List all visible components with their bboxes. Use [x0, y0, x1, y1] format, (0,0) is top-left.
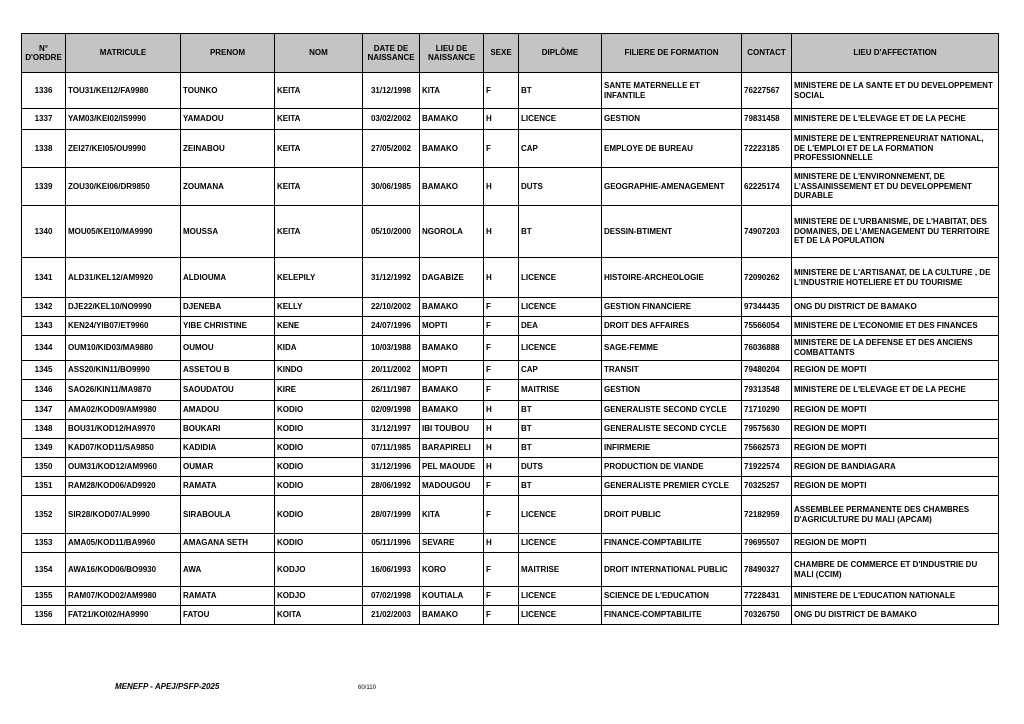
cell-affectation: REGION DE MOPTI: [792, 401, 999, 420]
cell-matricule: AMA02/KOD09/AM9980: [66, 401, 181, 420]
cell-diplome: DUTS: [519, 168, 602, 206]
page-number: 60/110: [358, 685, 376, 691]
cell-affectation: REGION DE MOPTI: [792, 439, 999, 458]
cell-diplome: MAITRISE: [519, 380, 602, 401]
cell-nom: KELEPILY: [275, 258, 363, 298]
cell-nom: KEITA: [275, 109, 363, 130]
cell-nom: KEITA: [275, 73, 363, 109]
header-sexe: SEXE: [484, 34, 519, 73]
cell-prenom: OUMAR: [181, 458, 275, 477]
cell-affectation: REGION DE MOPTI: [792, 534, 999, 553]
cell-ordre: 1349: [22, 439, 66, 458]
cell-lieu-naissance: KITA: [420, 73, 484, 109]
cell-diplome: LICENCE: [519, 496, 602, 534]
cell-matricule: SAO26/KIN11/MA9870: [66, 380, 181, 401]
cell-contact: 76227567: [742, 73, 792, 109]
cell-matricule: FAT21/KOI02/HA9990: [66, 606, 181, 625]
header-date-naissance: DATE DE NAISSANCE: [363, 34, 420, 73]
cell-affectation: MINISTERE DE L'ELEVAGE ET DE LA PECHE: [792, 109, 999, 130]
cell-filiere: GENERALISTE SECOND CYCLE: [602, 401, 742, 420]
cell-matricule: AMA05/KOD11/BA9960: [66, 534, 181, 553]
cell-ordre: 1339: [22, 168, 66, 206]
cell-affectation: ASSEMBLEE PERMANENTE DES CHAMBRES D'AGRICULTURE DU MALI (APCAM): [792, 496, 999, 534]
cell-date-naissance: 07/02/1998: [363, 587, 420, 606]
cell-ordre: 1351: [22, 477, 66, 496]
cell-nom: KENE: [275, 317, 363, 336]
cell-sexe: F: [484, 298, 519, 317]
cell-diplome: CAP: [519, 361, 602, 380]
cell-lieu-naissance: KITA: [420, 496, 484, 534]
cell-nom: KEITA: [275, 168, 363, 206]
cell-lieu-naissance: BAMAKO: [420, 401, 484, 420]
cell-date-naissance: 28/07/1999: [363, 496, 420, 534]
cell-contact: 75566054: [742, 317, 792, 336]
cell-contact: 97344435: [742, 298, 792, 317]
cell-ordre: 1352: [22, 496, 66, 534]
table-row: [22, 298, 999, 317]
cell-filiere: GEOGRAPHIE-AMENAGEMENT: [602, 168, 742, 206]
footer-reference: MENEFP - APEJ/PSFP-2025: [115, 682, 220, 691]
cell-date-naissance: 26/11/1987: [363, 380, 420, 401]
cell-lieu-naissance: SEVARE: [420, 534, 484, 553]
cell-sexe: H: [484, 439, 519, 458]
cell-lieu-naissance: KOUTIALA: [420, 587, 484, 606]
cell-date-naissance: 28/06/1992: [363, 477, 420, 496]
cell-contact: 78490327: [742, 553, 792, 587]
cell-prenom: RAMATA: [181, 477, 275, 496]
cell-affectation: REGION DE MOPTI: [792, 477, 999, 496]
cell-ordre: 1345: [22, 361, 66, 380]
cell-lieu-naissance: MOPTI: [420, 361, 484, 380]
header-affectation: LIEU D'AFFECTATION: [792, 34, 999, 73]
cell-lieu-naissance: BAMAKO: [420, 380, 484, 401]
table-row: [22, 130, 999, 168]
cell-affectation: MINISTERE DE LA SANTE ET DU DEVELOPPEMENT SOCIAL: [792, 73, 999, 109]
cell-affectation: REGION DE MOPTI: [792, 361, 999, 380]
table-row: [22, 401, 999, 420]
cell-nom: KIDA: [275, 336, 363, 361]
table-row: [22, 496, 999, 534]
cell-matricule: BOU31/KOD12/HA9970: [66, 420, 181, 439]
affectation-table: [21, 33, 999, 625]
cell-diplome: LICENCE: [519, 109, 602, 130]
cell-affectation: MINISTERE DE L'EDUCATION NATIONALE: [792, 587, 999, 606]
cell-contact: 79480204: [742, 361, 792, 380]
cell-contact: 75662573: [742, 439, 792, 458]
header-matricule: MATRICULE: [66, 34, 181, 73]
cell-prenom: OUMOU: [181, 336, 275, 361]
cell-affectation: MINISTERE DE L'ENVIRONNEMENT, DE L'ASSAINISSEMENT ET DU DEVELOPPEMENT DURABLE: [792, 168, 999, 206]
cell-prenom: DJENEBA: [181, 298, 275, 317]
cell-nom: KIRE: [275, 380, 363, 401]
cell-ordre: 1341: [22, 258, 66, 298]
cell-ordre: 1337: [22, 109, 66, 130]
cell-ordre: 1353: [22, 534, 66, 553]
cell-sexe: F: [484, 73, 519, 109]
cell-nom: KODJO: [275, 587, 363, 606]
cell-prenom: ZOUMANA: [181, 168, 275, 206]
cell-matricule: RAM07/KOD02/AM9980: [66, 587, 181, 606]
cell-filiere: GENERALISTE PREMIER CYCLE: [602, 477, 742, 496]
cell-matricule: ALD31/KEL12/AM9920: [66, 258, 181, 298]
cell-nom: KEITA: [275, 130, 363, 168]
cell-ordre: 1350: [22, 458, 66, 477]
cell-date-naissance: 20/11/2002: [363, 361, 420, 380]
cell-lieu-naissance: NGOROLA: [420, 206, 484, 258]
table-row: [22, 587, 999, 606]
cell-filiere: GESTION FINANCIERE: [602, 298, 742, 317]
cell-lieu-naissance: BAMAKO: [420, 168, 484, 206]
cell-affectation: MINISTERE DE L'URBANISME, DE L'HABITAT, DES DOMAINES, DE L'AMENAGEMENT DU TERRITOIRE ET DE LA POPULATION: [792, 206, 999, 258]
cell-matricule: MOU05/KEI10/MA9990: [66, 206, 181, 258]
cell-matricule: SIR28/KOD07/AL9990: [66, 496, 181, 534]
cell-affectation: MINISTERE DE L'ECONOMIE ET DES FINANCES: [792, 317, 999, 336]
cell-nom: KELLY: [275, 298, 363, 317]
cell-contact: 79695507: [742, 534, 792, 553]
cell-date-naissance: 27/05/2002: [363, 130, 420, 168]
cell-sexe: H: [484, 109, 519, 130]
cell-matricule: YAM03/KEI02/IS9990: [66, 109, 181, 130]
cell-date-naissance: 31/12/1998: [363, 73, 420, 109]
cell-diplome: CAP: [519, 130, 602, 168]
cell-affectation: MINISTERE DE L'ELEVAGE ET DE LA PECHE: [792, 380, 999, 401]
cell-matricule: AWA16/KOD06/BO9930: [66, 553, 181, 587]
cell-diplome: BT: [519, 73, 602, 109]
cell-ordre: 1354: [22, 553, 66, 587]
cell-nom: KODIO: [275, 401, 363, 420]
cell-contact: 79575630: [742, 420, 792, 439]
cell-diplome: DEA: [519, 317, 602, 336]
table-row: [22, 73, 999, 109]
cell-ordre: 1347: [22, 401, 66, 420]
cell-date-naissance: 21/02/2003: [363, 606, 420, 625]
cell-diplome: BT: [519, 439, 602, 458]
cell-filiere: TRANSIT: [602, 361, 742, 380]
cell-contact: 72090262: [742, 258, 792, 298]
cell-lieu-naissance: BAMAKO: [420, 130, 484, 168]
cell-lieu-naissance: PEL MAOUDE: [420, 458, 484, 477]
cell-nom: KODIO: [275, 477, 363, 496]
cell-ordre: 1356: [22, 606, 66, 625]
cell-sexe: H: [484, 258, 519, 298]
cell-contact: 72223185: [742, 130, 792, 168]
cell-diplome: LICENCE: [519, 298, 602, 317]
cell-diplome: LICENCE: [519, 534, 602, 553]
cell-date-naissance: 10/03/1988: [363, 336, 420, 361]
cell-prenom: TOUNKO: [181, 73, 275, 109]
cell-matricule: ASS20/KIN11/BO9990: [66, 361, 181, 380]
cell-lieu-naissance: KORO: [420, 553, 484, 587]
cell-lieu-naissance: BAMAKO: [420, 109, 484, 130]
cell-lieu-naissance: BAMAKO: [420, 336, 484, 361]
header-diplome: DIPLÔME: [519, 34, 602, 73]
cell-filiere: SCIENCE DE L'EDUCATION: [602, 587, 742, 606]
header-prenom: PRENOM: [181, 34, 275, 73]
cell-date-naissance: 31/12/1997: [363, 420, 420, 439]
cell-sexe: F: [484, 553, 519, 587]
cell-sexe: H: [484, 458, 519, 477]
cell-ordre: 1348: [22, 420, 66, 439]
cell-matricule: KAD07/KOD11/SA9850: [66, 439, 181, 458]
cell-contact: 77228431: [742, 587, 792, 606]
table-row: [22, 380, 999, 401]
table-row: [22, 361, 999, 380]
cell-nom: KINDO: [275, 361, 363, 380]
cell-prenom: SAOUDATOU: [181, 380, 275, 401]
cell-date-naissance: 03/02/2002: [363, 109, 420, 130]
cell-affectation: REGION DE MOPTI: [792, 420, 999, 439]
cell-sexe: F: [484, 477, 519, 496]
cell-date-naissance: 30/06/1985: [363, 168, 420, 206]
cell-filiere: FINANCE-COMPTABILITE: [602, 606, 742, 625]
cell-contact: 76036888: [742, 336, 792, 361]
cell-date-naissance: 31/12/1992: [363, 258, 420, 298]
cell-filiere: GESTION: [602, 109, 742, 130]
cell-diplome: DUTS: [519, 458, 602, 477]
cell-matricule: OUM31/KOD12/AM9960: [66, 458, 181, 477]
header-filiere: FILIERE DE FORMATION: [602, 34, 742, 73]
cell-matricule: ZEI27/KEI05/OU9990: [66, 130, 181, 168]
cell-affectation: ONG DU DISTRICT DE BAMAKO: [792, 298, 999, 317]
table-row: [22, 420, 999, 439]
cell-nom: KEITA: [275, 206, 363, 258]
cell-diplome: BT: [519, 477, 602, 496]
cell-lieu-naissance: MADOUGOU: [420, 477, 484, 496]
cell-contact: 70325257: [742, 477, 792, 496]
cell-filiere: EMPLOYE DE BUREAU: [602, 130, 742, 168]
cell-sexe: H: [484, 420, 519, 439]
table-row: [22, 458, 999, 477]
cell-matricule: ZOU30/KEI06/DR9850: [66, 168, 181, 206]
table-row: [22, 317, 999, 336]
table-row: [22, 439, 999, 458]
cell-sexe: F: [484, 317, 519, 336]
cell-diplome: BT: [519, 401, 602, 420]
cell-contact: 62225174: [742, 168, 792, 206]
cell-ordre: 1355: [22, 587, 66, 606]
cell-prenom: ALDIOUMA: [181, 258, 275, 298]
table-row: [22, 336, 999, 361]
cell-date-naissance: 02/09/1998: [363, 401, 420, 420]
cell-filiere: DROIT PUBLIC: [602, 496, 742, 534]
cell-lieu-naissance: BARAPIRELI: [420, 439, 484, 458]
cell-date-naissance: 24/07/1996: [363, 317, 420, 336]
cell-prenom: KADIDIA: [181, 439, 275, 458]
cell-filiere: DESSIN-BTIMENT: [602, 206, 742, 258]
cell-affectation: CHAMBRE DE COMMERCE ET D'INDUSTRIE DU MALI (CCIM): [792, 553, 999, 587]
header-row: [22, 34, 999, 73]
cell-matricule: DJE22/KEL10/NO9990: [66, 298, 181, 317]
cell-prenom: FATOU: [181, 606, 275, 625]
cell-sexe: H: [484, 534, 519, 553]
cell-ordre: 1343: [22, 317, 66, 336]
cell-nom: KODIO: [275, 458, 363, 477]
header-ordre: N° D'ORDRE: [22, 34, 66, 73]
cell-lieu-naissance: IBI TOUBOU: [420, 420, 484, 439]
table-row: [22, 206, 999, 258]
cell-prenom: AMADOU: [181, 401, 275, 420]
cell-sexe: F: [484, 380, 519, 401]
header-contact: CONTACT: [742, 34, 792, 73]
cell-lieu-naissance: BAMAKO: [420, 298, 484, 317]
header-nom: NOM: [275, 34, 363, 73]
header-lieu-naissance: LIEU DE NAISSANCE: [420, 34, 484, 73]
cell-prenom: MOUSSA: [181, 206, 275, 258]
cell-lieu-naissance: BAMAKO: [420, 606, 484, 625]
cell-filiere: SAGE-FEMME: [602, 336, 742, 361]
cell-lieu-naissance: DAGABIZE: [420, 258, 484, 298]
table-row: [22, 258, 999, 298]
cell-prenom: RAMATA: [181, 587, 275, 606]
cell-contact: 71922574: [742, 458, 792, 477]
cell-contact: 72182959: [742, 496, 792, 534]
cell-diplome: LICENCE: [519, 336, 602, 361]
cell-matricule: KEN24/YIB07/ET9960: [66, 317, 181, 336]
cell-contact: 71710290: [742, 401, 792, 420]
cell-prenom: ASSETOU B: [181, 361, 275, 380]
cell-sexe: H: [484, 401, 519, 420]
cell-nom: KODIO: [275, 534, 363, 553]
cell-diplome: MAITRISE: [519, 553, 602, 587]
table-row: [22, 534, 999, 553]
cell-affectation: MINISTERE DE L'ARTISANAT, DE LA CULTURE , DE L'INDUSTRIE HOTELIERE ET DU TOURISME: [792, 258, 999, 298]
cell-contact: 70326750: [742, 606, 792, 625]
cell-ordre: 1342: [22, 298, 66, 317]
table-row: [22, 553, 999, 587]
cell-ordre: 1338: [22, 130, 66, 168]
cell-diplome: LICENCE: [519, 258, 602, 298]
table-row: [22, 168, 999, 206]
cell-nom: KOITA: [275, 606, 363, 625]
table-row: [22, 109, 999, 130]
cell-filiere: GESTION: [602, 380, 742, 401]
cell-sexe: H: [484, 206, 519, 258]
cell-date-naissance: 22/10/2002: [363, 298, 420, 317]
cell-matricule: RAM28/KOD06/AD9920: [66, 477, 181, 496]
cell-date-naissance: 31/12/1996: [363, 458, 420, 477]
cell-affectation: ONG DU DISTRICT DE BAMAKO: [792, 606, 999, 625]
cell-prenom: ZEINABOU: [181, 130, 275, 168]
cell-contact: 79313548: [742, 380, 792, 401]
cell-contact: 74907203: [742, 206, 792, 258]
cell-prenom: AMAGANA SETH: [181, 534, 275, 553]
cell-diplome: LICENCE: [519, 587, 602, 606]
cell-filiere: HISTOIRE-ARCHEOLOGIE: [602, 258, 742, 298]
cell-date-naissance: 05/10/2000: [363, 206, 420, 258]
cell-sexe: F: [484, 587, 519, 606]
cell-affectation: REGION DE BANDIAGARA: [792, 458, 999, 477]
cell-diplome: LICENCE: [519, 606, 602, 625]
cell-date-naissance: 16/06/1993: [363, 553, 420, 587]
cell-sexe: F: [484, 496, 519, 534]
cell-filiere: INFIRMERIE: [602, 439, 742, 458]
cell-sexe: F: [484, 130, 519, 168]
cell-nom: KODIO: [275, 420, 363, 439]
cell-contact: 79831458: [742, 109, 792, 130]
cell-sexe: F: [484, 606, 519, 625]
cell-prenom: SIRABOULA: [181, 496, 275, 534]
cell-filiere: FINANCE-COMPTABILITE: [602, 534, 742, 553]
cell-nom: KODJO: [275, 553, 363, 587]
cell-filiere: GENERALISTE SECOND CYCLE: [602, 420, 742, 439]
cell-prenom: YAMADOU: [181, 109, 275, 130]
cell-ordre: 1336: [22, 73, 66, 109]
cell-filiere: DROIT INTERNATIONAL PUBLIC: [602, 553, 742, 587]
cell-nom: KODIO: [275, 496, 363, 534]
cell-ordre: 1346: [22, 380, 66, 401]
cell-sexe: F: [484, 361, 519, 380]
cell-nom: KODIO: [275, 439, 363, 458]
cell-sexe: F: [484, 336, 519, 361]
cell-sexe: H: [484, 168, 519, 206]
cell-filiere: SANTE MATERNELLE ET INFANTILE: [602, 73, 742, 109]
cell-affectation: MINISTERE DE L'ENTREPRENEURIAT NATIONAL, DE L'EMPLOI ET DE LA FORMATION PROFESSIONNELLE: [792, 130, 999, 168]
cell-date-naissance: 05/11/1996: [363, 534, 420, 553]
cell-ordre: 1340: [22, 206, 66, 258]
cell-diplome: BT: [519, 206, 602, 258]
cell-diplome: BT: [519, 420, 602, 439]
cell-filiere: PRODUCTION DE VIANDE: [602, 458, 742, 477]
cell-matricule: OUM10/KID03/MA9880: [66, 336, 181, 361]
table-row: [22, 606, 999, 625]
cell-prenom: YIBE CHRISTINE: [181, 317, 275, 336]
cell-lieu-naissance: MOPTI: [420, 317, 484, 336]
cell-filiere: DROIT DES AFFAIRES: [602, 317, 742, 336]
cell-ordre: 1344: [22, 336, 66, 361]
cell-matricule: TOU31/KEI12/FA9980: [66, 73, 181, 109]
table-row: [22, 477, 999, 496]
cell-date-naissance: 07/11/1985: [363, 439, 420, 458]
cell-affectation: MINISTERE DE LA DEFENSE ET DES ANCIENS COMBATTANTS: [792, 336, 999, 361]
cell-prenom: BOUKARI: [181, 420, 275, 439]
cell-prenom: AWA: [181, 553, 275, 587]
